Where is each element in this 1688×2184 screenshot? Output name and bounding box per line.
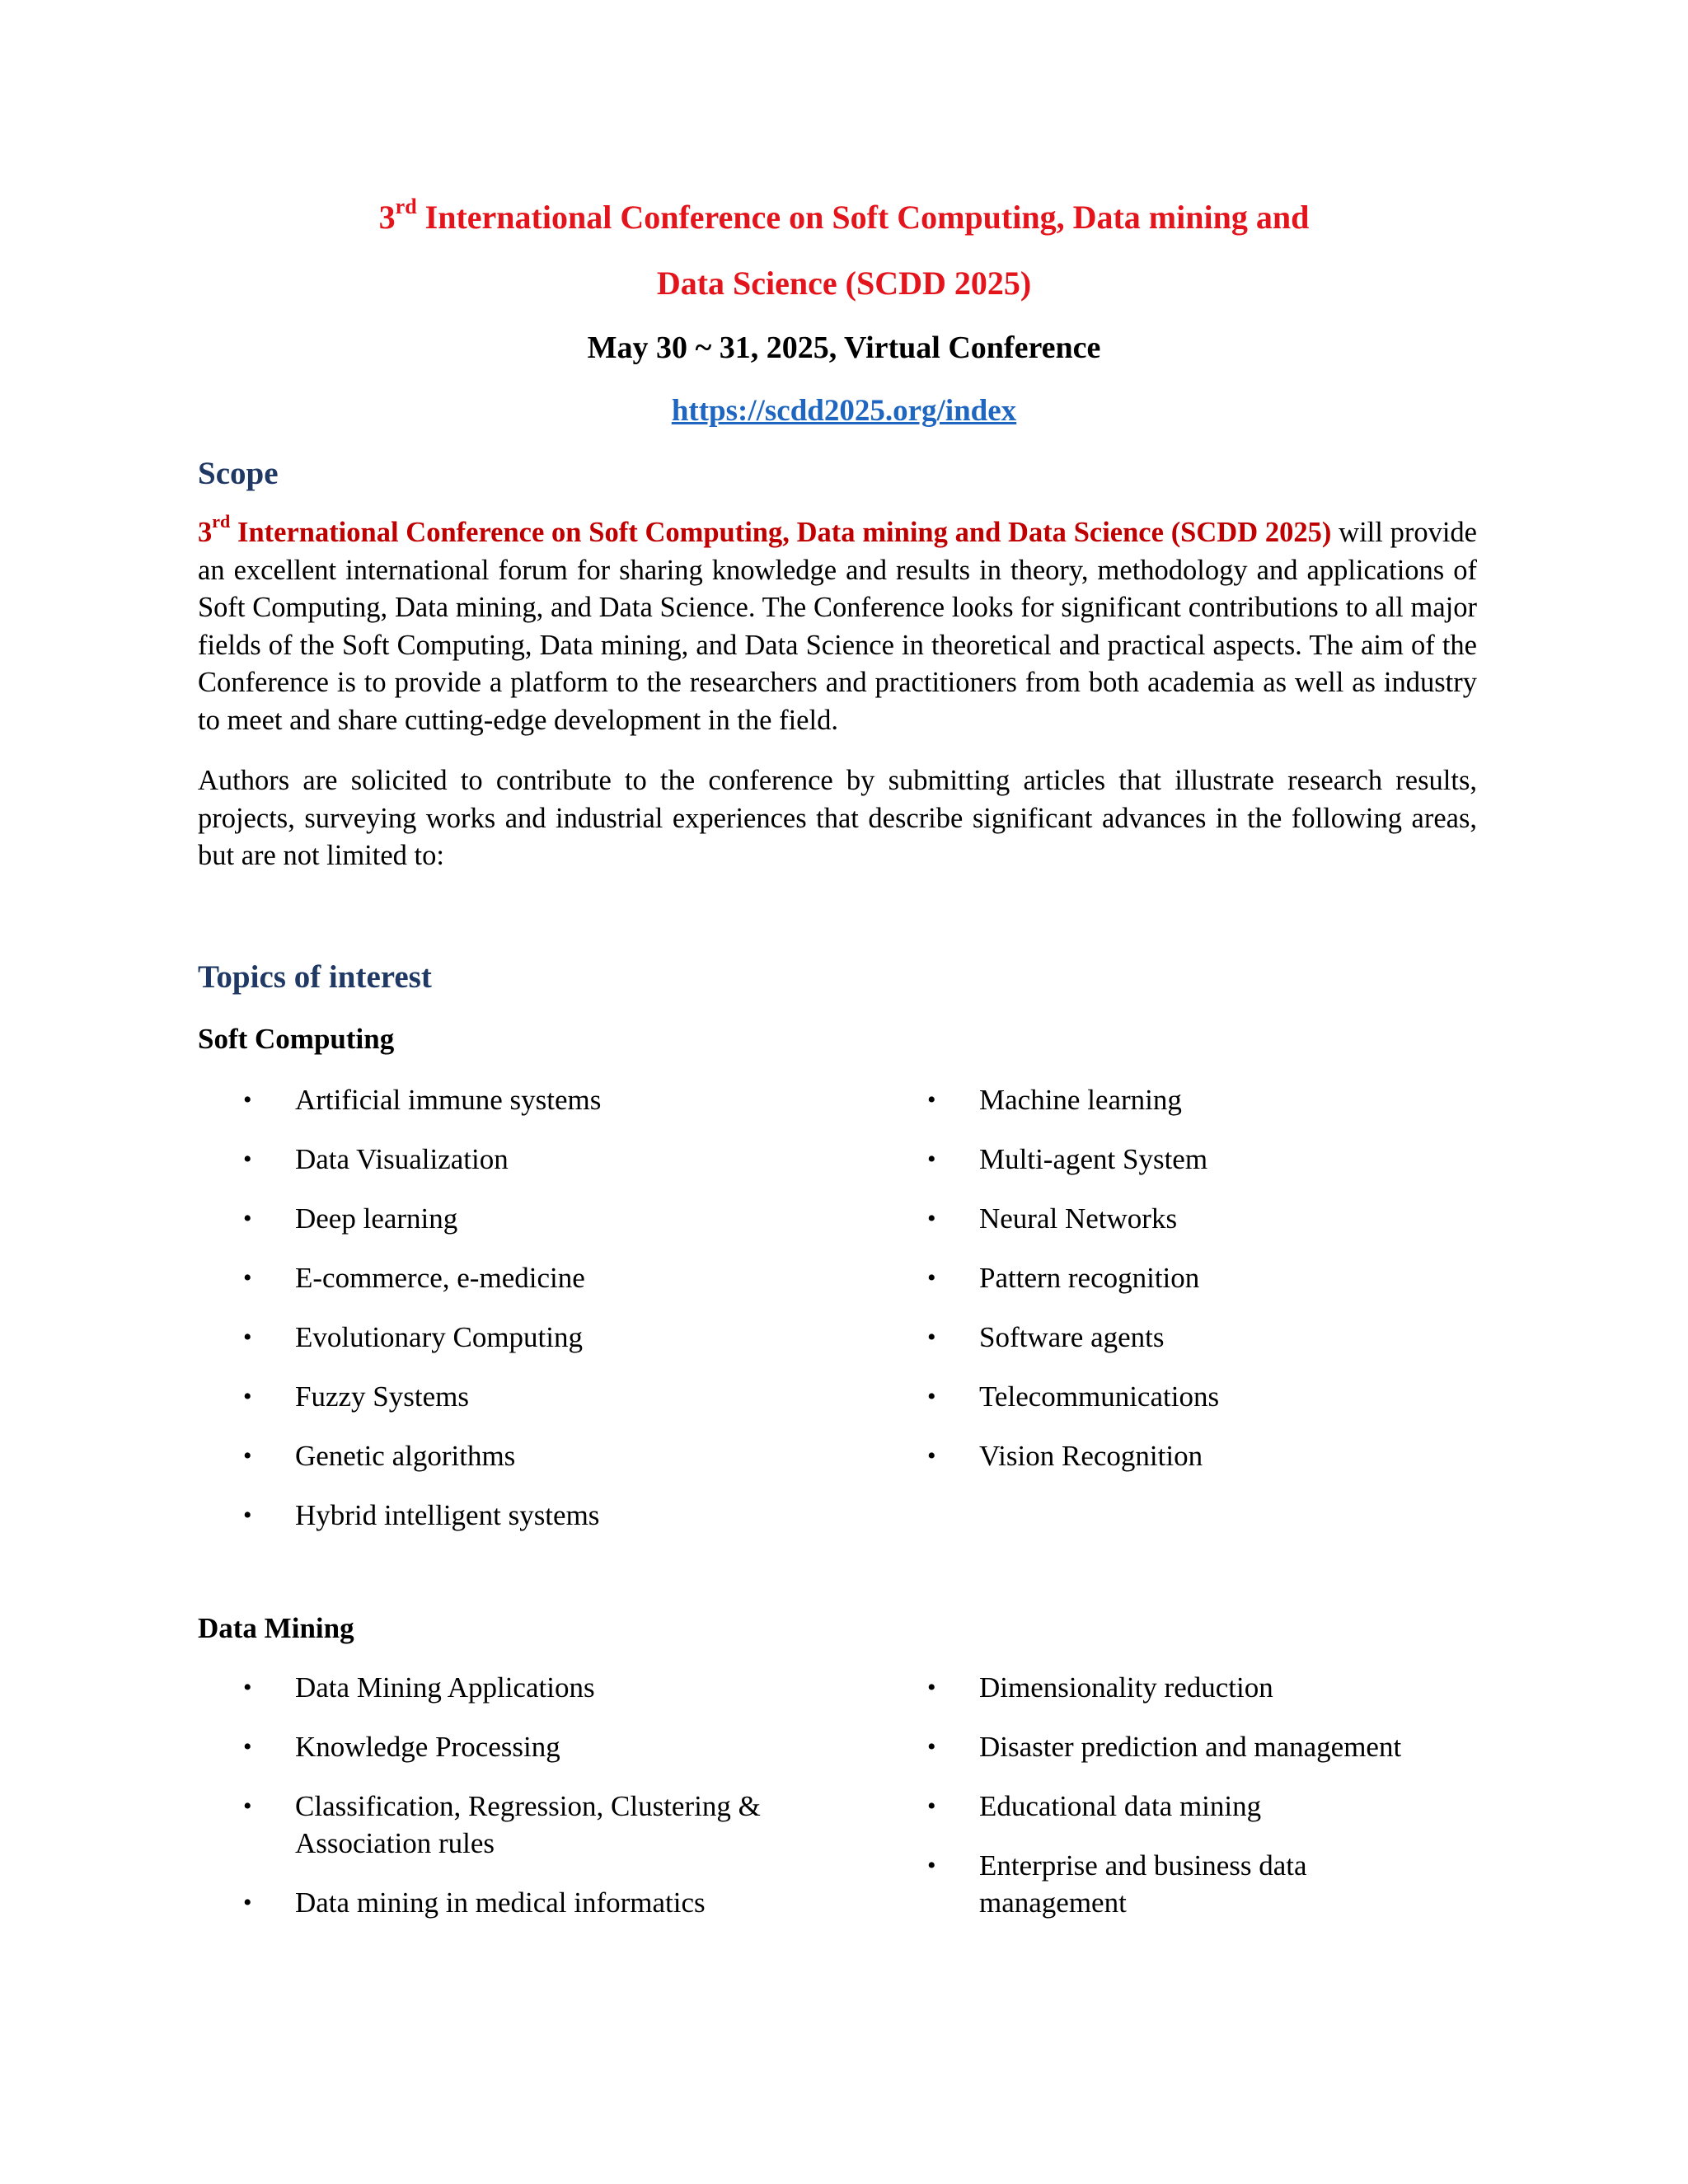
list-item-label: Educational data mining <box>979 1790 1262 1822</box>
conference-dates: May 30 ~ 31, 2025, Virtual Conference <box>587 330 1101 365</box>
bullet-icon: • <box>927 1383 936 1410</box>
bullet-icon: • <box>927 1324 936 1351</box>
list-item <box>882 1141 1508 1178</box>
bullet-icon: • <box>243 1205 252 1232</box>
list-item-label: Fuzzy Systems <box>295 1380 469 1413</box>
list-item <box>198 1319 824 1356</box>
bullet-icon: • <box>243 1674 252 1701</box>
list-item <box>882 1847 1441 1921</box>
bullet-icon: • <box>927 1146 936 1173</box>
list-item <box>882 1669 1508 1706</box>
scope-ordinal: 3 <box>198 517 213 548</box>
bullet-icon: • <box>243 1442 252 1469</box>
list-item <box>198 1497 824 1534</box>
bullet-icon: • <box>927 1733 936 1760</box>
soft-computing-title: Soft Computing <box>198 1023 395 1055</box>
bullet-icon: • <box>243 1146 252 1173</box>
topics-heading: Topics of interest <box>198 959 432 995</box>
bullet-icon: • <box>243 1264 252 1291</box>
list-item-label: Disaster prediction and management <box>979 1731 1402 1763</box>
bullet-icon: • <box>927 1205 936 1232</box>
scope-paragraph-2: Authors are solicited to contribute to the conference by submitting articles that illustrate research results, projects, surveying works and industrial experiences that describe significant advances in the following areas, but are not limited to: <box>198 765 1477 871</box>
list-item-label: Software agents <box>979 1321 1165 1353</box>
bullet-icon: • <box>243 1889 252 1916</box>
list-item-label: Hybrid intelligent systems <box>295 1499 600 1531</box>
bullet-icon: • <box>243 1086 252 1113</box>
scope-paragraph-1 <box>198 511 1477 739</box>
conference-url-link[interactable]: https://scdd2025.org/index <box>671 394 1017 428</box>
title-ordinal-suffix: rd <box>395 194 417 218</box>
title-ordinal: 3 <box>378 199 396 236</box>
bullet-icon: • <box>927 1086 936 1113</box>
list-item-label: Artificial immune systems <box>295 1084 602 1116</box>
list-item-label: Deep learning <box>295 1202 458 1235</box>
bullet-icon: • <box>927 1852 936 1879</box>
list-item-label: Classification, Regression, Clustering & Association rules <box>295 1790 761 1859</box>
bullet-icon: • <box>243 1324 252 1351</box>
list-item <box>198 1669 841 1706</box>
bullet-icon: • <box>243 1733 252 1760</box>
list-item-label: Knowledge Processing <box>295 1731 560 1763</box>
list-item <box>198 1788 839 1862</box>
list-item <box>882 1319 1508 1356</box>
list-item-label: Multi-agent System <box>979 1143 1208 1175</box>
list-item-label: Neural Networks <box>979 1202 1178 1235</box>
list-item <box>882 1788 1508 1825</box>
list-item-label: Machine learning <box>979 1084 1182 1116</box>
title-text: International Conference on Soft Computing, Data mining and <box>416 199 1310 236</box>
list-item <box>882 1081 1508 1118</box>
bullet-icon: • <box>927 1264 936 1291</box>
soft-computing-list-left <box>198 1081 824 1556</box>
list-item-label: Data mining in medical informatics <box>295 1886 706 1919</box>
list-item <box>198 1884 841 1921</box>
list-item <box>198 1200 824 1237</box>
bullet-icon: • <box>927 1793 936 1820</box>
list-item <box>198 1728 841 1765</box>
list-item <box>198 1259 824 1296</box>
list-item-label: Data Visualization <box>295 1143 509 1175</box>
conference-title-line-2: Data Science (SCDD 2025) <box>656 265 1032 302</box>
scope-paragraph-1-text: will provide an excellent international forum for sharing knowledge and results in theory, methodology and applications of Soft Computing, Data mining, and Data Science. The Conference looks for significant contributions to all major fields of the Soft Computing, Data mining, and Data Science in theoretical and practical aspects. The aim of the Conference is to provide a platform to the researchers and practitioners from both academia as well as industry to meet and share cutting-edge development in the field. <box>198 517 1477 736</box>
list-item-label: Pattern recognition <box>979 1262 1200 1294</box>
list-item <box>882 1378 1508 1415</box>
list-item <box>882 1200 1508 1237</box>
bullet-icon: • <box>243 1502 252 1529</box>
list-item <box>882 1437 1508 1474</box>
list-item <box>198 1141 824 1178</box>
scope-name-text: International Conference on Soft Computing, Data mining and Data Science (SCDD 2025) <box>230 517 1332 548</box>
bullet-icon: • <box>243 1383 252 1410</box>
data-mining-list-right <box>882 1669 1508 1943</box>
data-mining-title: Data Mining <box>198 1612 354 1644</box>
data-mining-list-left <box>198 1669 841 1943</box>
list-item <box>882 1259 1508 1296</box>
scope-conference-name <box>198 511 1332 548</box>
list-item <box>198 1437 824 1474</box>
bullet-icon: • <box>243 1793 252 1820</box>
list-item-label: Telecommunications <box>979 1380 1220 1413</box>
bullet-icon: • <box>927 1442 936 1469</box>
list-item-label: Enterprise and business data management <box>979 1849 1307 1919</box>
scope-heading: Scope <box>198 456 279 491</box>
list-item-label: Data Mining Applications <box>295 1671 595 1704</box>
list-item <box>198 1378 824 1415</box>
list-item <box>198 1081 824 1118</box>
list-item-label: Dimensionality reduction <box>979 1671 1273 1704</box>
scope-ordinal-suffix: rd <box>212 511 231 532</box>
list-item-label: Genetic algorithms <box>295 1440 516 1472</box>
list-item-label: Evolutionary Computing <box>295 1321 584 1353</box>
conference-url-row <box>0 392 1688 430</box>
list-item-label: Vision Recognition <box>979 1440 1203 1472</box>
soft-computing-list-right <box>882 1081 1508 1497</box>
list-item <box>882 1728 1508 1765</box>
conference-title-line-1 <box>0 194 1688 237</box>
bullet-icon: • <box>927 1674 936 1701</box>
list-item-label: E-commerce, e-medicine <box>295 1262 585 1294</box>
